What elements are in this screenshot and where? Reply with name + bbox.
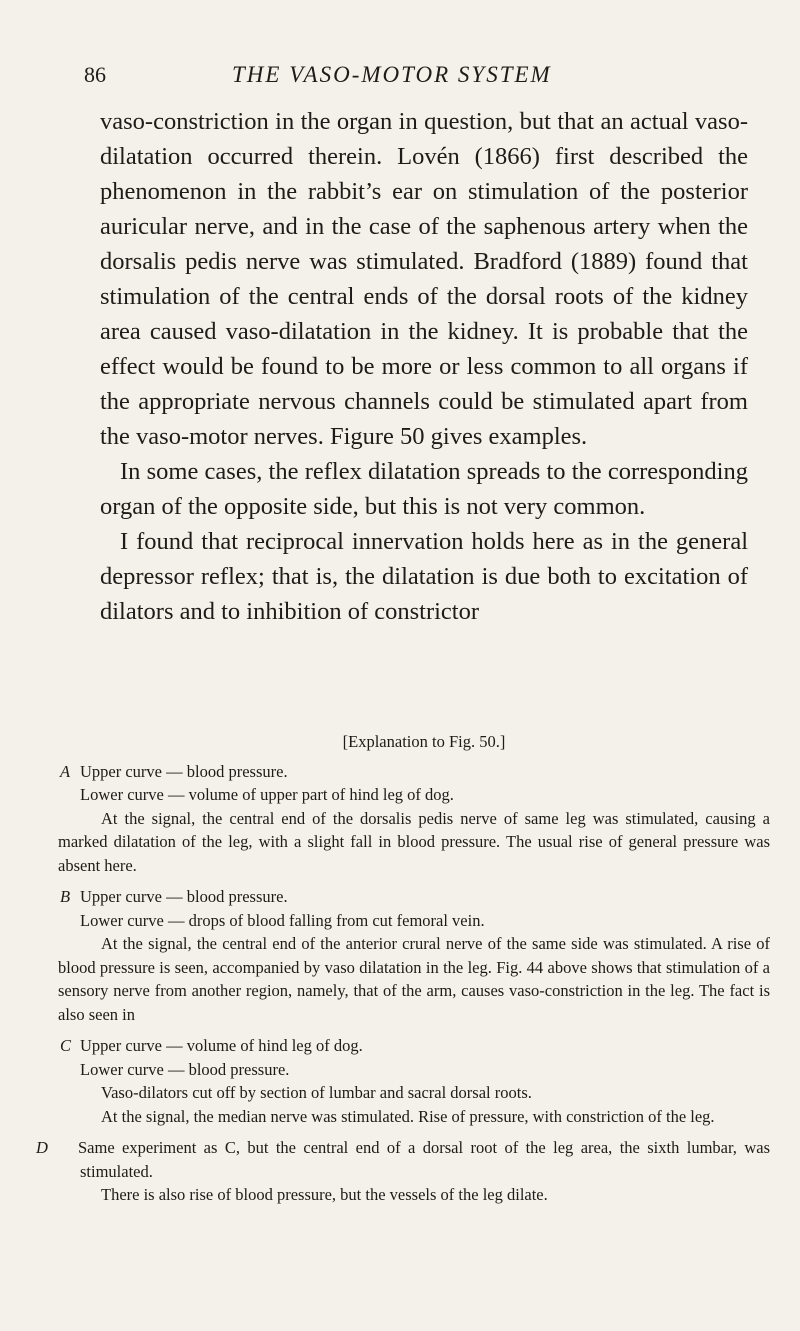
section-text: Same experiment as C, but the central end of a dorsal root of the leg area, the sixth lumbar, was stimulated.	[78, 1138, 770, 1181]
section-letter: D	[36, 1138, 48, 1157]
figure-explanation	[36, 730, 770, 1215]
explanation-section-b	[58, 885, 770, 1026]
explanation-title: [Explanation to Fig. 50.]	[342, 732, 506, 751]
paragraph: I found that reciprocal innervation holds here as in the general depressor reflex; that is, the dilatation is due both to excitation of dilators and to inhibition of constrictor	[100, 528, 748, 625]
section-description: At the signal, the central end of the anterior crural nerve of the same side was stimulated. A rise of blood pressure is seen, accompanied by vaso dilatation in the leg. Fig. 44 above shows that stimulation of a sensory nerve from another region, namely, that of the arm, causes vaso-constriction in the leg. The fact is also seen in	[58, 934, 770, 1024]
section-letter: A	[60, 761, 71, 781]
body-text	[100, 104, 748, 629]
lower-curve-text: Lower curve — blood pressure.	[80, 1059, 290, 1079]
section-description: There is also rise of blood pressure, but the vessels of the leg dilate.	[101, 1185, 548, 1204]
section-letter: B	[60, 887, 71, 906]
running-title: THE VASO-MOTOR SYSTEM	[232, 62, 552, 87]
section-letter: C	[60, 1036, 72, 1055]
section-description: At the signal, the median nerve was stimulated. Rise of pressure, with constriction of the leg.	[101, 1106, 715, 1126]
explanation-section-a	[58, 760, 770, 878]
lower-curve-text: Lower curve — drops of blood falling from cut femoral vein.	[80, 910, 485, 930]
explanation-section-c	[58, 1034, 770, 1128]
paragraph: In some cases, the reflex dilatation spreads to the corresponding organ of the opposite side, but this is not very common.	[100, 458, 748, 520]
upper-curve-text: Upper curve — blood pressure.	[80, 761, 288, 781]
section-description: At the signal, the central end of the dorsalis pedis nerve of same leg was stimulated, causing a marked dilatation of the leg, with a slight fall in blood pressure. The usual rise of general pressure was absent here.	[58, 808, 770, 875]
paragraph: vaso-constriction in the organ in question, but that an actual vaso-dilatation occurred therein. Lovén (1866) first described the phenomenon in the rabbit’s ear on stimulation of the posterior auricular nerve, and in the case of the saphenous artery when the dorsalis pedis nerve was stimulated. Bradford (1889) found that stimulation of the central ends of the dorsal roots of the kidney area caused vaso-dilatation in the kidney. It is probable that the effect would be found to be more or less common to all organs if the appropriate nervous channels could be stimulated apart from the vaso-motor nerves. Figure 50 gives examples.	[100, 108, 748, 450]
lower-curve-text: Lower curve — volume of upper part of hind leg of dog.	[80, 785, 454, 804]
explanation-section-d	[36, 1136, 770, 1207]
upper-curve-text: Upper curve — volume of hind leg of dog.	[80, 1036, 363, 1055]
page-number: 86	[84, 62, 106, 87]
page-header	[84, 62, 744, 94]
section-extra-text: Vaso-dilators cut off by section of lumbar and sacral dorsal roots.	[101, 1083, 532, 1102]
upper-curve-text: Upper curve — blood pressure.	[80, 887, 288, 906]
